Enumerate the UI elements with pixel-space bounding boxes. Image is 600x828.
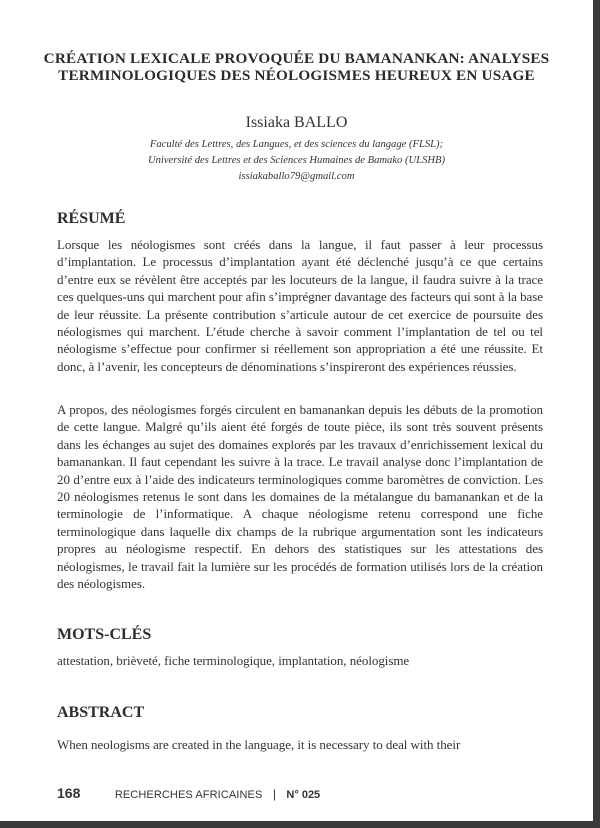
article-title: CRÉATION LEXICALE PROVOQUÉE DU BAMANANKAN: ANALYSES TERMINOLOGIQUES DES NÉOLOGISMES HEUREUX EN USAGE bbox=[43, 50, 550, 84]
affiliation-block bbox=[60, 137, 533, 185]
author-name: Issiaka BALLO bbox=[245, 114, 348, 131]
page-footer bbox=[57, 785, 320, 803]
keywords-heading: MOTS-CLÉS bbox=[57, 626, 152, 643]
resume-paragraph-2: A propos, des néologismes forgés circulent en bamanankan depuis les débuts de la promotion de cette langue. Malgré qu’ils aient été forgés de toute pièce, ils sont très souvent présents dans les échanges au sujet des domaines explorés par les travaux d’enrichissement lexical du bamanankan. Il faut cependant les suivre à la trace. Le travail analyse donc l’implantation de 20 d’entre eux à l’aide des indicateurs terminologiques comme baromètres de conviction. Les 20 néologismes retenus le sont dans les domaines de la métalangue du bamanankan et de la terminologie de l’informatique. A chaque néologisme retenu correspond une fiche terminologique dans laquelle dix champs de la rubrique argumentation sont les indicateurs propres au néologisme respectif. En dehors des statistiques sur les attestations des néologismes, le travail fait la lumière sur les procédés de formation utilisés lors de la création des néologismes. bbox=[57, 402, 543, 592]
affiliation-university: Université des Lettres et des Sciences Humaines de Bamako (ULSHB) bbox=[147, 155, 446, 166]
viewer-frame-bottom bbox=[0, 821, 600, 828]
journal-name: RECHERCHES AFRICAINES bbox=[114, 789, 263, 801]
resume-heading: RÉSUMÉ bbox=[57, 210, 126, 227]
affiliation-faculty: Faculté des Lettres, des Langues, et des sciences du langage (FLSL); bbox=[149, 139, 444, 150]
page-number: 168 bbox=[57, 785, 81, 801]
resume-paragraph-1: Lorsque les néologismes sont créés dans la langue, il faut passer à leur processus d’implantation. Le processus d’implantation ayant été déclenché jusqu’à ce que certains d’entre eux se révèlent être acceptés par les locuteurs de la langue, il faudra suivre à la trace ces quelques-uns qui marchent pour afin s’imprégner davantage des facteurs qui sont à la base de leur réussite. La présente contribution s’articule autour de cet exercice de poursuite des néologismes qui marchent. L’étude cherche à savoir comment l’implantation de tel ou tel néologisme s’effectue pour confirmer si réellement son appropriation a été une réussite. Et donc, à l’avenir, les concepteurs de dénominations s’inspireront des expériences réussies. bbox=[57, 237, 543, 374]
author-email: issiakaballo79@gmail.com bbox=[238, 171, 355, 182]
issue-number: N° 025 bbox=[286, 789, 321, 801]
footer-separator: | bbox=[272, 787, 276, 801]
abstract-heading: ABSTRACT bbox=[57, 704, 145, 721]
abstract-paragraph-1: When neologisms are created in the language, it is necessary to deal with their bbox=[57, 737, 461, 752]
keywords-text: attestation, brièveté, fiche terminologique, implantation, néologisme bbox=[57, 653, 410, 668]
viewer-frame-right bbox=[593, 0, 600, 828]
